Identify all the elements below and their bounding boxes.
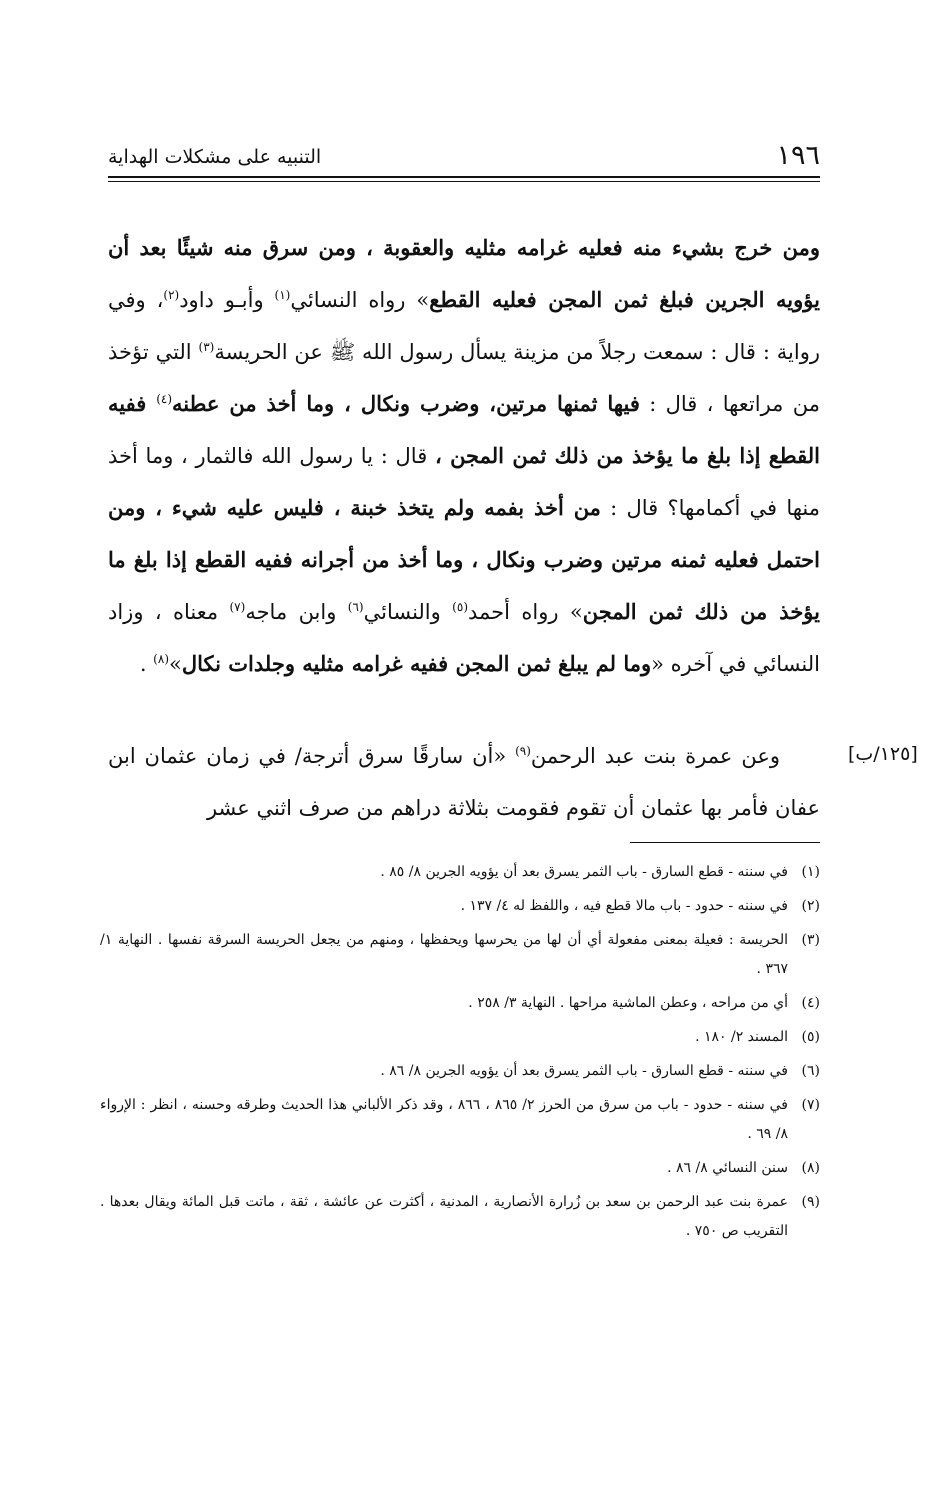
footnote-number: (٣)	[801, 932, 820, 948]
body-text: .	[139, 652, 154, 676]
footnote-ref[interactable]: (٩)	[515, 744, 531, 758]
book-title: التنبيه على مشكلات الهداية	[108, 146, 322, 168]
footnote-item	[100, 1154, 820, 1183]
footnote-number: (٩)	[801, 1194, 820, 1210]
footnote-number: (٢)	[801, 898, 820, 914]
body-text: وأبـو داود	[179, 288, 275, 312]
footnote-item	[100, 1188, 820, 1246]
body-text: ، وفي رواية : قال : سمعت رجلاً من مزينة يسأل رسول الله ﷺ عن الحريسة	[108, 288, 820, 364]
second-paragraph	[108, 730, 820, 834]
hadith-text: من أخذ بفمه ولم يتخذ خبنة ، فليس عليه شيء ، ومن احتمل فعليه ثمنه مرتين وضرب ونكال ، وما أخذ من أجرانه ففيه القطع إذا بلغ ما يؤخذ من ذلك ثمن المجن	[108, 495, 821, 624]
body-text: والنسائي	[363, 600, 453, 624]
header-rule-thick	[108, 176, 820, 178]
page-number: ١٩٦	[776, 140, 820, 171]
body-text: وابن ماجه	[245, 600, 348, 624]
footnote-text: الحريسة : فعيلة بمعنى مفعولة أي أن لها من يحرسها ويحفظها ، ومنهم من يجعل الحريسة السرقة نفسها . النهاية ١/ ٣٦٧ .	[100, 932, 789, 977]
footnote-item	[100, 892, 820, 921]
footnote-text: في سننه - حدود - باب من سرق من الحرز ٢/ ٨٦٥ ، ٨٦٦ ، وقد ذكر الألباني هذا الحديث وطرقه وحسنه ، انظر : الإرواء ٨/ ٦٩ .	[100, 1097, 788, 1142]
footnote-ref[interactable]: (٦)	[347, 600, 364, 614]
hadith-text: وما لم يبلغ ثمن المجن ففيه غرامه مثليه وجلدات نكال	[181, 651, 652, 676]
footnote-number: (٤)	[801, 995, 820, 1011]
footnote-ref[interactable]: (١)	[274, 288, 291, 302]
footnote-separator	[630, 842, 820, 843]
body-text: »	[169, 652, 182, 676]
header-rule-thin	[108, 181, 820, 182]
running-header	[108, 140, 820, 180]
footnote-ref[interactable]: (٥)	[452, 600, 468, 614]
footnote-ref[interactable]: (٧)	[229, 600, 246, 614]
footnote-item	[100, 1091, 820, 1149]
footnote-number: (٥)	[801, 1029, 820, 1045]
footnote-ref[interactable]: (٤)	[156, 392, 173, 406]
body-text: وعن عمرة بنت عبد الرحمن	[530, 744, 780, 768]
footnote-number: (٧)	[801, 1097, 820, 1113]
body-text: التي تؤخذ من مراتعها ، قال :	[108, 340, 820, 416]
footnote-number: (١)	[801, 864, 820, 880]
hadith-text: فيها ثمنها مرتين، وضرب ونكال ، وما أخذ من عطنه	[172, 391, 640, 416]
body-text: «أن سارقًا سرق أترجة/ في زمان عثمان ابن عفان فأمر بها عثمان أن تقوم فقومت بثلاثة دراهم من صرف اثني عشر	[108, 744, 820, 820]
footnote-ref[interactable]: (٣)	[198, 340, 215, 354]
main-paragraph	[108, 222, 820, 690]
footnote-item	[100, 858, 820, 887]
hadith-text: ففيه القطع إذا بلغ ما يؤخذ من ذلك ثمن المجن ،	[108, 391, 821, 468]
footnote-number: (٨)	[801, 1160, 820, 1176]
footnote-text: في سننه - قطع السارق - باب الثمر يسرق بعد أن يؤويه الجرين ٨/ ٨٥ .	[380, 864, 788, 880]
footnote-text: في سننه - حدود - باب مالا قطع فيه ، واللفظ له ٤/ ١٣٧ .	[460, 898, 788, 914]
footnote-number: (٦)	[801, 1063, 820, 1079]
footnote-ref[interactable]: (٢)	[163, 288, 180, 302]
body-text: معناه ، وزاد النسائي في آخره «	[108, 600, 820, 676]
manuscript-folio-ref: [١٢٥/ب]	[848, 743, 918, 765]
footnote-item	[100, 1057, 820, 1086]
footnote-text: في سننه - قطع السارق - باب الثمر يسرق بعد أن يؤويه الجرين ٨/ ٨٦ .	[380, 1063, 788, 1079]
body-text: » رواه النسائي	[290, 288, 430, 312]
body-text: » رواه أحمد	[468, 600, 583, 624]
footnote-text: عمرة بنت عبد الرحمن بن سعد بن زُرارة الأنصارية ، المدنية ، أكثرت عن عائشة ، ثقة ، ماتت قبل المائة ويقال بعدها . التقريب ص ٧٥٠ .	[100, 1194, 788, 1239]
body-text: قال : يا رسول الله فالثمار ، وما أخذ منها في أكمامها؟ قال :	[108, 444, 820, 520]
footnote-item	[100, 926, 820, 984]
footnote-text: سنن النسائي ٨/ ٨٦ .	[667, 1160, 788, 1176]
footnote-item	[100, 1023, 820, 1052]
footnote-text: المسند ٢/ ١٨٠ .	[695, 1029, 788, 1045]
footnote-item	[100, 989, 820, 1018]
footnote-ref[interactable]: (٨)	[153, 652, 169, 666]
footnotes	[100, 858, 820, 1251]
footnote-text: أي من مراحه ، وعطن الماشية مراحها . النهاية ٣/ ٢٥٨ .	[468, 995, 788, 1011]
hadith-text: ومن خرج بشيء منه فعليه غرامه مثليه والعقوبة ، ومن سرق منه شيئًا بعد أن يؤويه الجرين فبلغ ثمن المجن فعليه القطع	[108, 235, 820, 312]
